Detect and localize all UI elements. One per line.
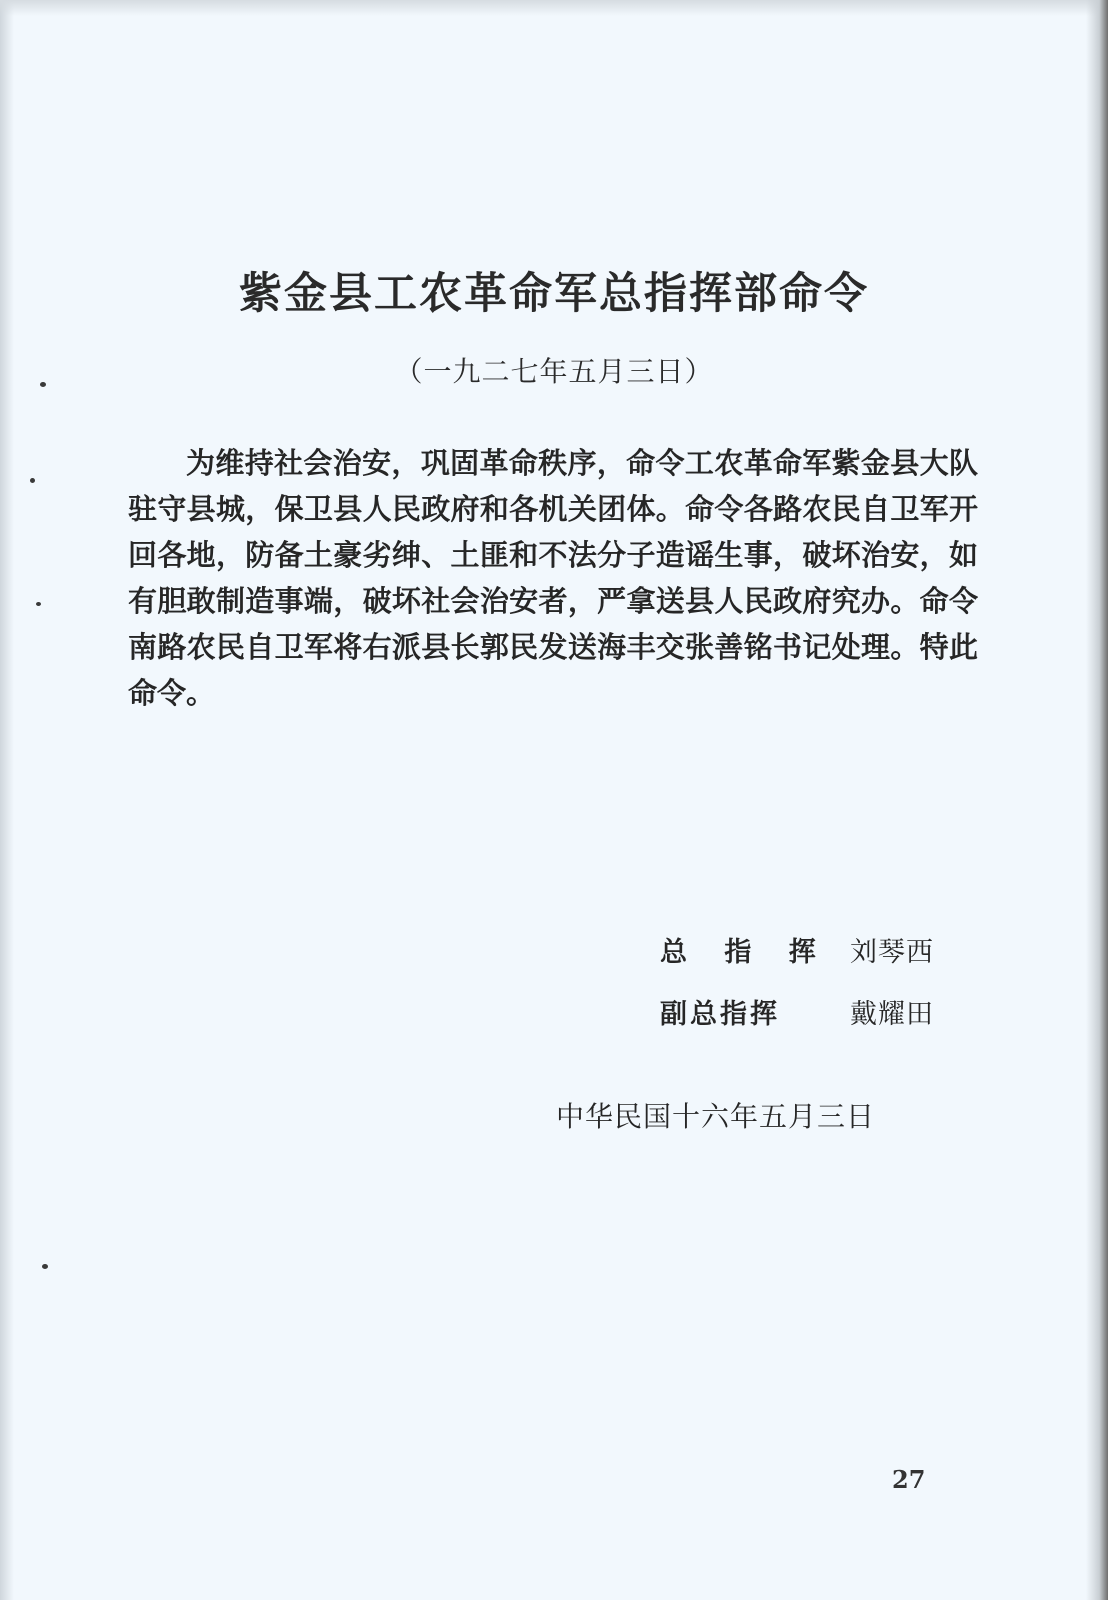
scan-edge-right bbox=[1086, 0, 1108, 1600]
closing-date: 中华民国十六年五月三日 bbox=[556, 1100, 876, 1133]
signature-row-deputy bbox=[660, 992, 934, 1032]
page-number: 27 bbox=[892, 1465, 926, 1494]
order-body: 为维持社会治安，巩固革命秩序，命令工农革命军紫金县大队驻守县城，保卫县人民政府和各机关团体。命令各路农民自卫军开回各地，防备土豪劣绅、土匪和不法分子造谣生事，破坏治安，如有胆敢制造事端，破坏社会治安者，严拿送县人民政府究办。命令南路农民自卫军将右派县长郭民发送海丰交张善铭书记处理。特此命令。 bbox=[128, 446, 978, 710]
signature-row-commander bbox=[660, 930, 934, 970]
signature-role: 总 指 挥 bbox=[660, 937, 830, 968]
scan-speck bbox=[36, 602, 41, 606]
signature-name: 戴耀田 bbox=[850, 999, 934, 1030]
scan-edge-top bbox=[0, 0, 1108, 16]
signature-role: 副总指挥 bbox=[660, 999, 780, 1030]
page-title: 紫金县工农革命军总指挥部命令 bbox=[239, 269, 869, 319]
scan-edge-left bbox=[0, 0, 14, 1600]
scan-speck bbox=[30, 478, 35, 483]
scan-speck bbox=[42, 1264, 48, 1269]
issue-date: （一九二七年五月三日） bbox=[394, 355, 714, 388]
signature-name: 刘琴西 bbox=[850, 937, 934, 968]
